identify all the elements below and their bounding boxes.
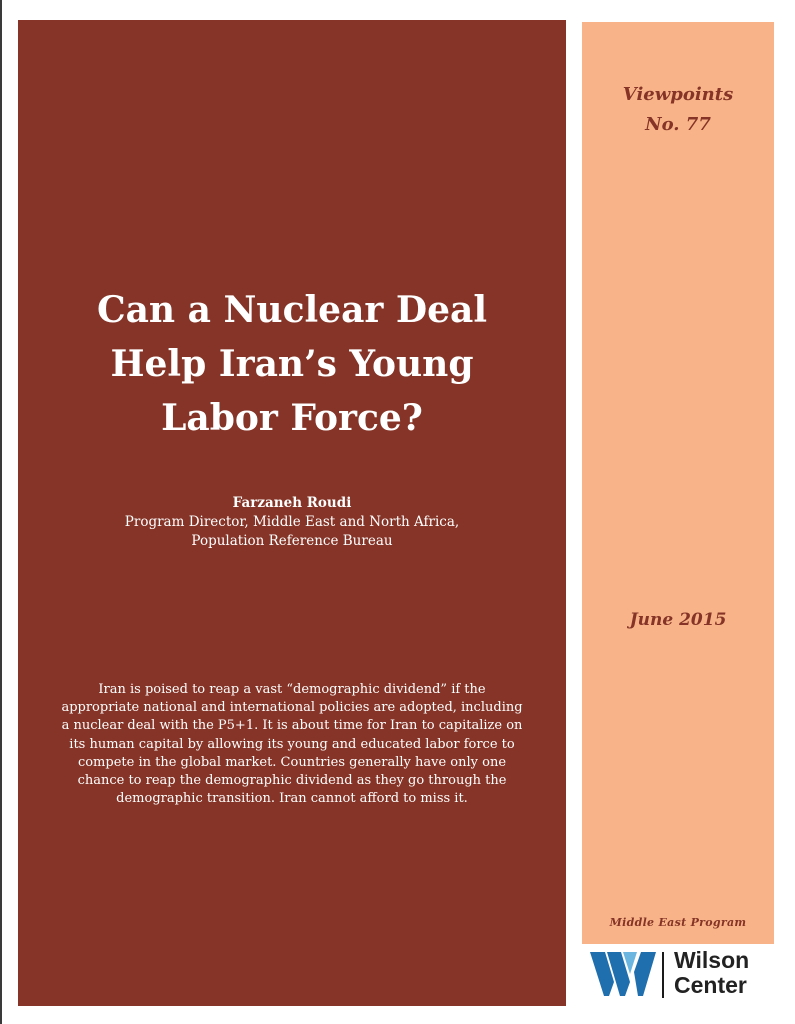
wilson-w-logo-icon	[590, 950, 656, 998]
author-block	[18, 494, 566, 551]
logo-word-wilson: Wilson	[674, 947, 750, 973]
cover-title	[18, 283, 566, 445]
author-affiliation-line: Program Director, Middle East and North Africa,	[124, 514, 460, 530]
abstract-line: compete in the global market. Countries generally have only one	[77, 754, 507, 770]
abstract-line: a nuclear deal with the P5+1. It is about time for Iran to capitalize on	[61, 718, 523, 734]
series-name: Viewpoints	[622, 84, 734, 105]
title-line: Can a Nuclear Deal	[96, 289, 488, 331]
abstract-line: demographic transition. Iran cannot afford to miss it.	[116, 791, 468, 807]
abstract-line: appropriate national and international policies are adopted, including	[61, 700, 523, 716]
logo-word-center: Center	[674, 972, 747, 998]
logo-wordmark	[674, 948, 749, 998]
abstract-line: Iran is poised to reap a vast “demographic dividend” if the	[98, 682, 486, 697]
program-name: Middle East Program	[609, 916, 747, 929]
publication-date: June 2015	[629, 610, 727, 630]
abstract	[46, 681, 538, 808]
title-line: Help Iran’s Young	[110, 343, 474, 385]
author-name: Farzaneh Roudi	[232, 495, 352, 511]
logo-divider	[662, 952, 664, 998]
series-number: No. 77	[645, 114, 711, 135]
cover-side-panel	[582, 22, 774, 944]
wilson-center-logo	[590, 948, 770, 1000]
title-line: Labor Force?	[161, 397, 423, 439]
abstract-line: its human capital by allowing its young and educated labor force to	[69, 736, 515, 752]
author-affiliation-line: Population Reference Bureau	[191, 533, 393, 549]
cover-main-panel	[18, 20, 566, 1006]
page-edge-rule	[0, 0, 2, 1024]
abstract-line: chance to reap the demographic dividend as they go through the	[77, 773, 507, 789]
series-label	[582, 80, 774, 140]
